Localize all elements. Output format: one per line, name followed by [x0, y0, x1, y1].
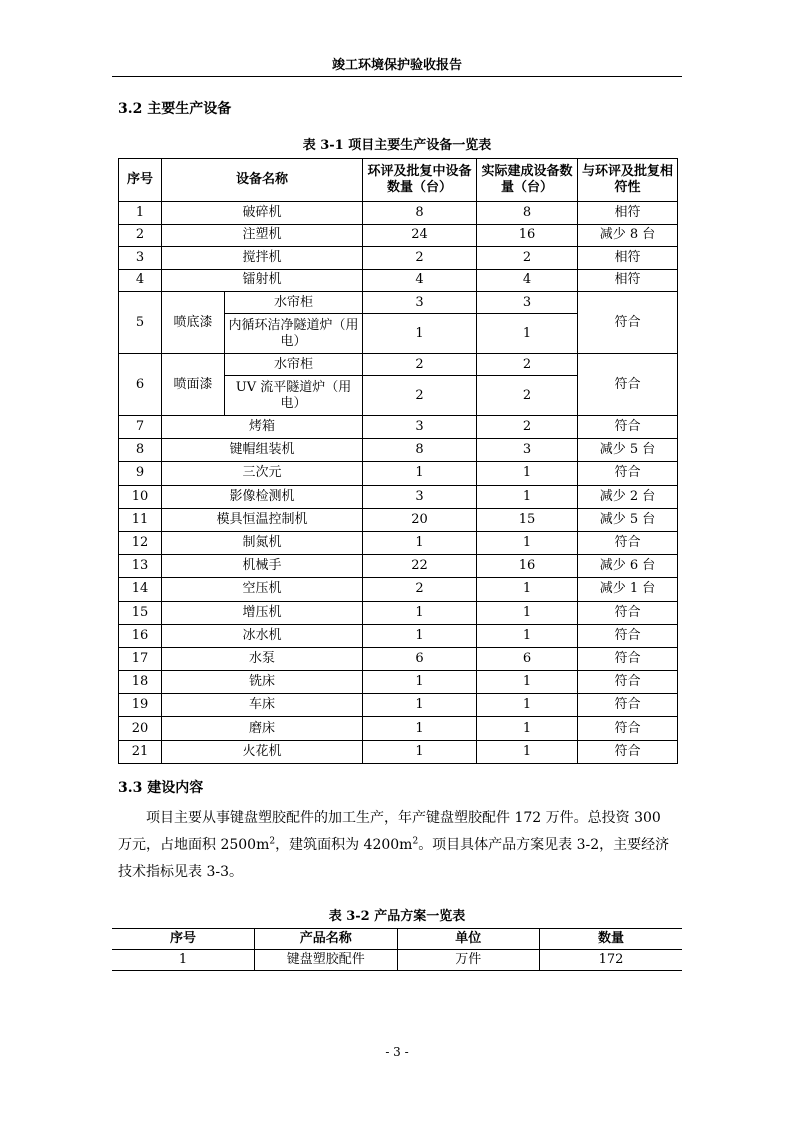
page-header: 竣工环境保护验收报告 — [331, 58, 462, 73]
equipment-table — [118, 158, 678, 764]
cell-name: 破碎机 — [162, 202, 363, 225]
cell-planned: 2 — [363, 354, 477, 376]
cell-no: 18 — [119, 671, 162, 694]
cell-planned: 8 — [363, 439, 477, 462]
cell-compliance: 减少 2 台 — [578, 485, 678, 508]
cell-quantity: 172 — [540, 950, 683, 971]
cell-actual: 1 — [477, 531, 578, 554]
cell-compliance: 符合 — [578, 694, 678, 717]
cell-compliance: 符合 — [578, 462, 678, 485]
cell-no: 1 — [119, 202, 162, 225]
cell-group: 喷面漆 — [162, 354, 225, 416]
superscript-2a: 2 — [269, 836, 276, 847]
cell-no: 8 — [119, 439, 162, 462]
cell-no: 10 — [119, 485, 162, 508]
section-title-3-3: 3.3 建设内容 — [118, 780, 204, 796]
col-header-product: 产品名称 — [255, 929, 398, 950]
cell-actual: 1 — [477, 717, 578, 740]
cell-compliance: 符合 — [578, 647, 678, 670]
cell-no: 13 — [119, 555, 162, 578]
cell-actual: 2 — [477, 354, 578, 376]
cell-sub-name: UV 流平隧道炉（用电） — [225, 376, 363, 416]
table-row — [119, 439, 678, 462]
cell-group: 喷底漆 — [162, 292, 225, 354]
cell-no: 17 — [119, 647, 162, 670]
cell-actual: 1 — [477, 671, 578, 694]
cell-name: 冰水机 — [162, 624, 363, 647]
paragraph-text-3: 。项目具体产品方案见表 3-2，主要经济技术指标见表 3-3。 — [118, 837, 670, 880]
cell-actual: 1 — [477, 694, 578, 717]
cell-no: 12 — [119, 531, 162, 554]
cell-compliance: 符合 — [578, 624, 678, 647]
cell-actual: 1 — [477, 462, 578, 485]
cell-planned: 3 — [363, 416, 477, 439]
cell-no: 2 — [119, 224, 162, 247]
cell-compliance: 符合 — [578, 354, 678, 416]
col-header-no: 序号 — [119, 159, 162, 202]
superscript-2b: 2 — [412, 836, 419, 847]
section-title-3-2: 3.2 主要生产设备 — [118, 101, 232, 117]
cell-planned: 1 — [363, 314, 477, 354]
cell-sub-name: 内循环洁净隧道炉（用电） — [225, 314, 363, 354]
equipment-table-body — [119, 202, 678, 764]
table-header-row — [119, 159, 678, 202]
cell-product: 键盘塑胶配件 — [255, 950, 398, 971]
cell-actual: 1 — [477, 485, 578, 508]
table-row — [119, 292, 678, 314]
product-table — [112, 928, 682, 971]
cell-compliance: 符合 — [578, 531, 678, 554]
cell-no: 21 — [119, 740, 162, 763]
cell-planned: 4 — [363, 269, 477, 292]
cell-no: 6 — [119, 354, 162, 416]
cell-actual: 3 — [477, 292, 578, 314]
cell-name: 磨床 — [162, 717, 363, 740]
cell-name: 模具恒温控制机 — [162, 508, 363, 531]
cell-compliance: 符合 — [578, 416, 678, 439]
cell-compliance: 减少 6 台 — [578, 555, 678, 578]
cell-compliance: 减少 8 台 — [578, 224, 678, 247]
cell-name: 增压机 — [162, 601, 363, 624]
cell-no: 11 — [119, 508, 162, 531]
table-row — [119, 416, 678, 439]
cell-planned: 3 — [363, 485, 477, 508]
cell-planned: 22 — [363, 555, 477, 578]
cell-actual: 2 — [477, 376, 578, 416]
cell-sub-name: 水帘柜 — [225, 354, 363, 376]
cell-name: 水泵 — [162, 647, 363, 670]
cell-name: 搅拌机 — [162, 247, 363, 270]
table-row — [119, 740, 678, 763]
table-row — [119, 269, 678, 292]
cell-planned: 1 — [363, 671, 477, 694]
col-header-compliance: 与环评及批复相符性 — [578, 159, 678, 202]
product-table-header — [112, 929, 682, 950]
cell-actual: 16 — [477, 224, 578, 247]
table-3-1-caption: 表 3-1 项目主要生产设备一览表 — [302, 138, 492, 153]
cell-no: 1 — [112, 950, 255, 971]
cell-planned: 2 — [363, 247, 477, 270]
cell-name: 车床 — [162, 694, 363, 717]
cell-compliance: 符合 — [578, 292, 678, 354]
cell-actual: 1 — [477, 578, 578, 601]
cell-sub-name: 水帘柜 — [225, 292, 363, 314]
cell-no: 16 — [119, 624, 162, 647]
cell-name: 键帽组装机 — [162, 439, 363, 462]
col-header-quantity: 数量 — [540, 929, 683, 950]
cell-no: 14 — [119, 578, 162, 601]
cell-actual: 1 — [477, 314, 578, 354]
cell-planned: 8 — [363, 202, 477, 225]
cell-no: 20 — [119, 717, 162, 740]
paragraph-text-2: ，建筑面积为 4200m — [275, 837, 413, 853]
table-row — [119, 578, 678, 601]
col-header-planned: 环评及批复中设备数量（台） — [363, 159, 477, 202]
cell-planned: 1 — [363, 624, 477, 647]
cell-planned: 3 — [363, 292, 477, 314]
cell-planned: 2 — [363, 376, 477, 416]
table-row — [119, 601, 678, 624]
cell-actual: 15 — [477, 508, 578, 531]
table-row — [119, 508, 678, 531]
cell-no: 3 — [119, 247, 162, 270]
cell-actual: 6 — [477, 647, 578, 670]
cell-compliance: 符合 — [578, 740, 678, 763]
table-row — [119, 555, 678, 578]
cell-actual: 1 — [477, 624, 578, 647]
cell-name: 铣床 — [162, 671, 363, 694]
col-header-name: 设备名称 — [162, 159, 363, 202]
table-row — [119, 354, 678, 376]
cell-actual: 4 — [477, 269, 578, 292]
cell-no: 9 — [119, 462, 162, 485]
col-header-no: 序号 — [112, 929, 255, 950]
cell-compliance: 减少 5 台 — [578, 508, 678, 531]
table-row — [119, 647, 678, 670]
cell-planned: 2 — [363, 578, 477, 601]
cell-no: 7 — [119, 416, 162, 439]
table-row — [119, 202, 678, 225]
cell-actual: 2 — [477, 247, 578, 270]
cell-planned: 1 — [363, 462, 477, 485]
cell-actual: 8 — [477, 202, 578, 225]
cell-compliance: 减少 1 台 — [578, 578, 678, 601]
cell-planned: 6 — [363, 647, 477, 670]
cell-name: 注塑机 — [162, 224, 363, 247]
cell-unit: 万件 — [397, 950, 540, 971]
cell-name: 制氮机 — [162, 531, 363, 554]
cell-name: 火花机 — [162, 740, 363, 763]
cell-name: 镭射机 — [162, 269, 363, 292]
page-number: - 3 - — [385, 1045, 409, 1059]
cell-name: 影像检测机 — [162, 485, 363, 508]
cell-actual: 1 — [477, 740, 578, 763]
cell-actual: 3 — [477, 439, 578, 462]
cell-actual: 1 — [477, 601, 578, 624]
table-3-2-caption: 表 3-2 产品方案一览表 — [328, 909, 466, 924]
col-header-unit: 单位 — [397, 929, 540, 950]
table-row — [119, 624, 678, 647]
cell-compliance: 相符 — [578, 247, 678, 270]
table-row — [119, 694, 678, 717]
cell-planned: 1 — [363, 717, 477, 740]
table-row — [119, 671, 678, 694]
cell-planned: 1 — [363, 531, 477, 554]
cell-name: 空压机 — [162, 578, 363, 601]
cell-planned: 24 — [363, 224, 477, 247]
cell-name: 烤箱 — [162, 416, 363, 439]
cell-no: 5 — [119, 292, 162, 354]
table-row — [119, 531, 678, 554]
cell-planned: 1 — [363, 694, 477, 717]
cell-compliance: 符合 — [578, 717, 678, 740]
cell-actual: 16 — [477, 555, 578, 578]
cell-compliance: 符合 — [578, 671, 678, 694]
col-header-actual: 实际建成设备数量（台） — [477, 159, 578, 202]
cell-compliance: 符合 — [578, 601, 678, 624]
cell-compliance: 相符 — [578, 269, 678, 292]
table-row — [119, 485, 678, 508]
cell-compliance: 减少 5 台 — [578, 439, 678, 462]
table-row — [119, 224, 678, 247]
cell-no: 4 — [119, 269, 162, 292]
table-row — [119, 717, 678, 740]
header-divider — [112, 76, 682, 77]
paragraph-text-1: 项目主要从事键盘塑胶配件的加工生产，年产键盘塑胶配件 172 万件。总投资 300 万元，占地面积 2500m — [118, 810, 661, 853]
cell-planned: 1 — [363, 601, 477, 624]
cell-actual: 2 — [477, 416, 578, 439]
cell-compliance: 相符 — [578, 202, 678, 225]
cell-planned: 1 — [363, 740, 477, 763]
construction-paragraph — [118, 805, 678, 886]
cell-name: 机械手 — [162, 555, 363, 578]
cell-planned: 20 — [363, 508, 477, 531]
table-row — [112, 950, 682, 971]
table-row — [119, 462, 678, 485]
cell-name: 三次元 — [162, 462, 363, 485]
table-row — [119, 247, 678, 270]
cell-no: 15 — [119, 601, 162, 624]
cell-no: 19 — [119, 694, 162, 717]
